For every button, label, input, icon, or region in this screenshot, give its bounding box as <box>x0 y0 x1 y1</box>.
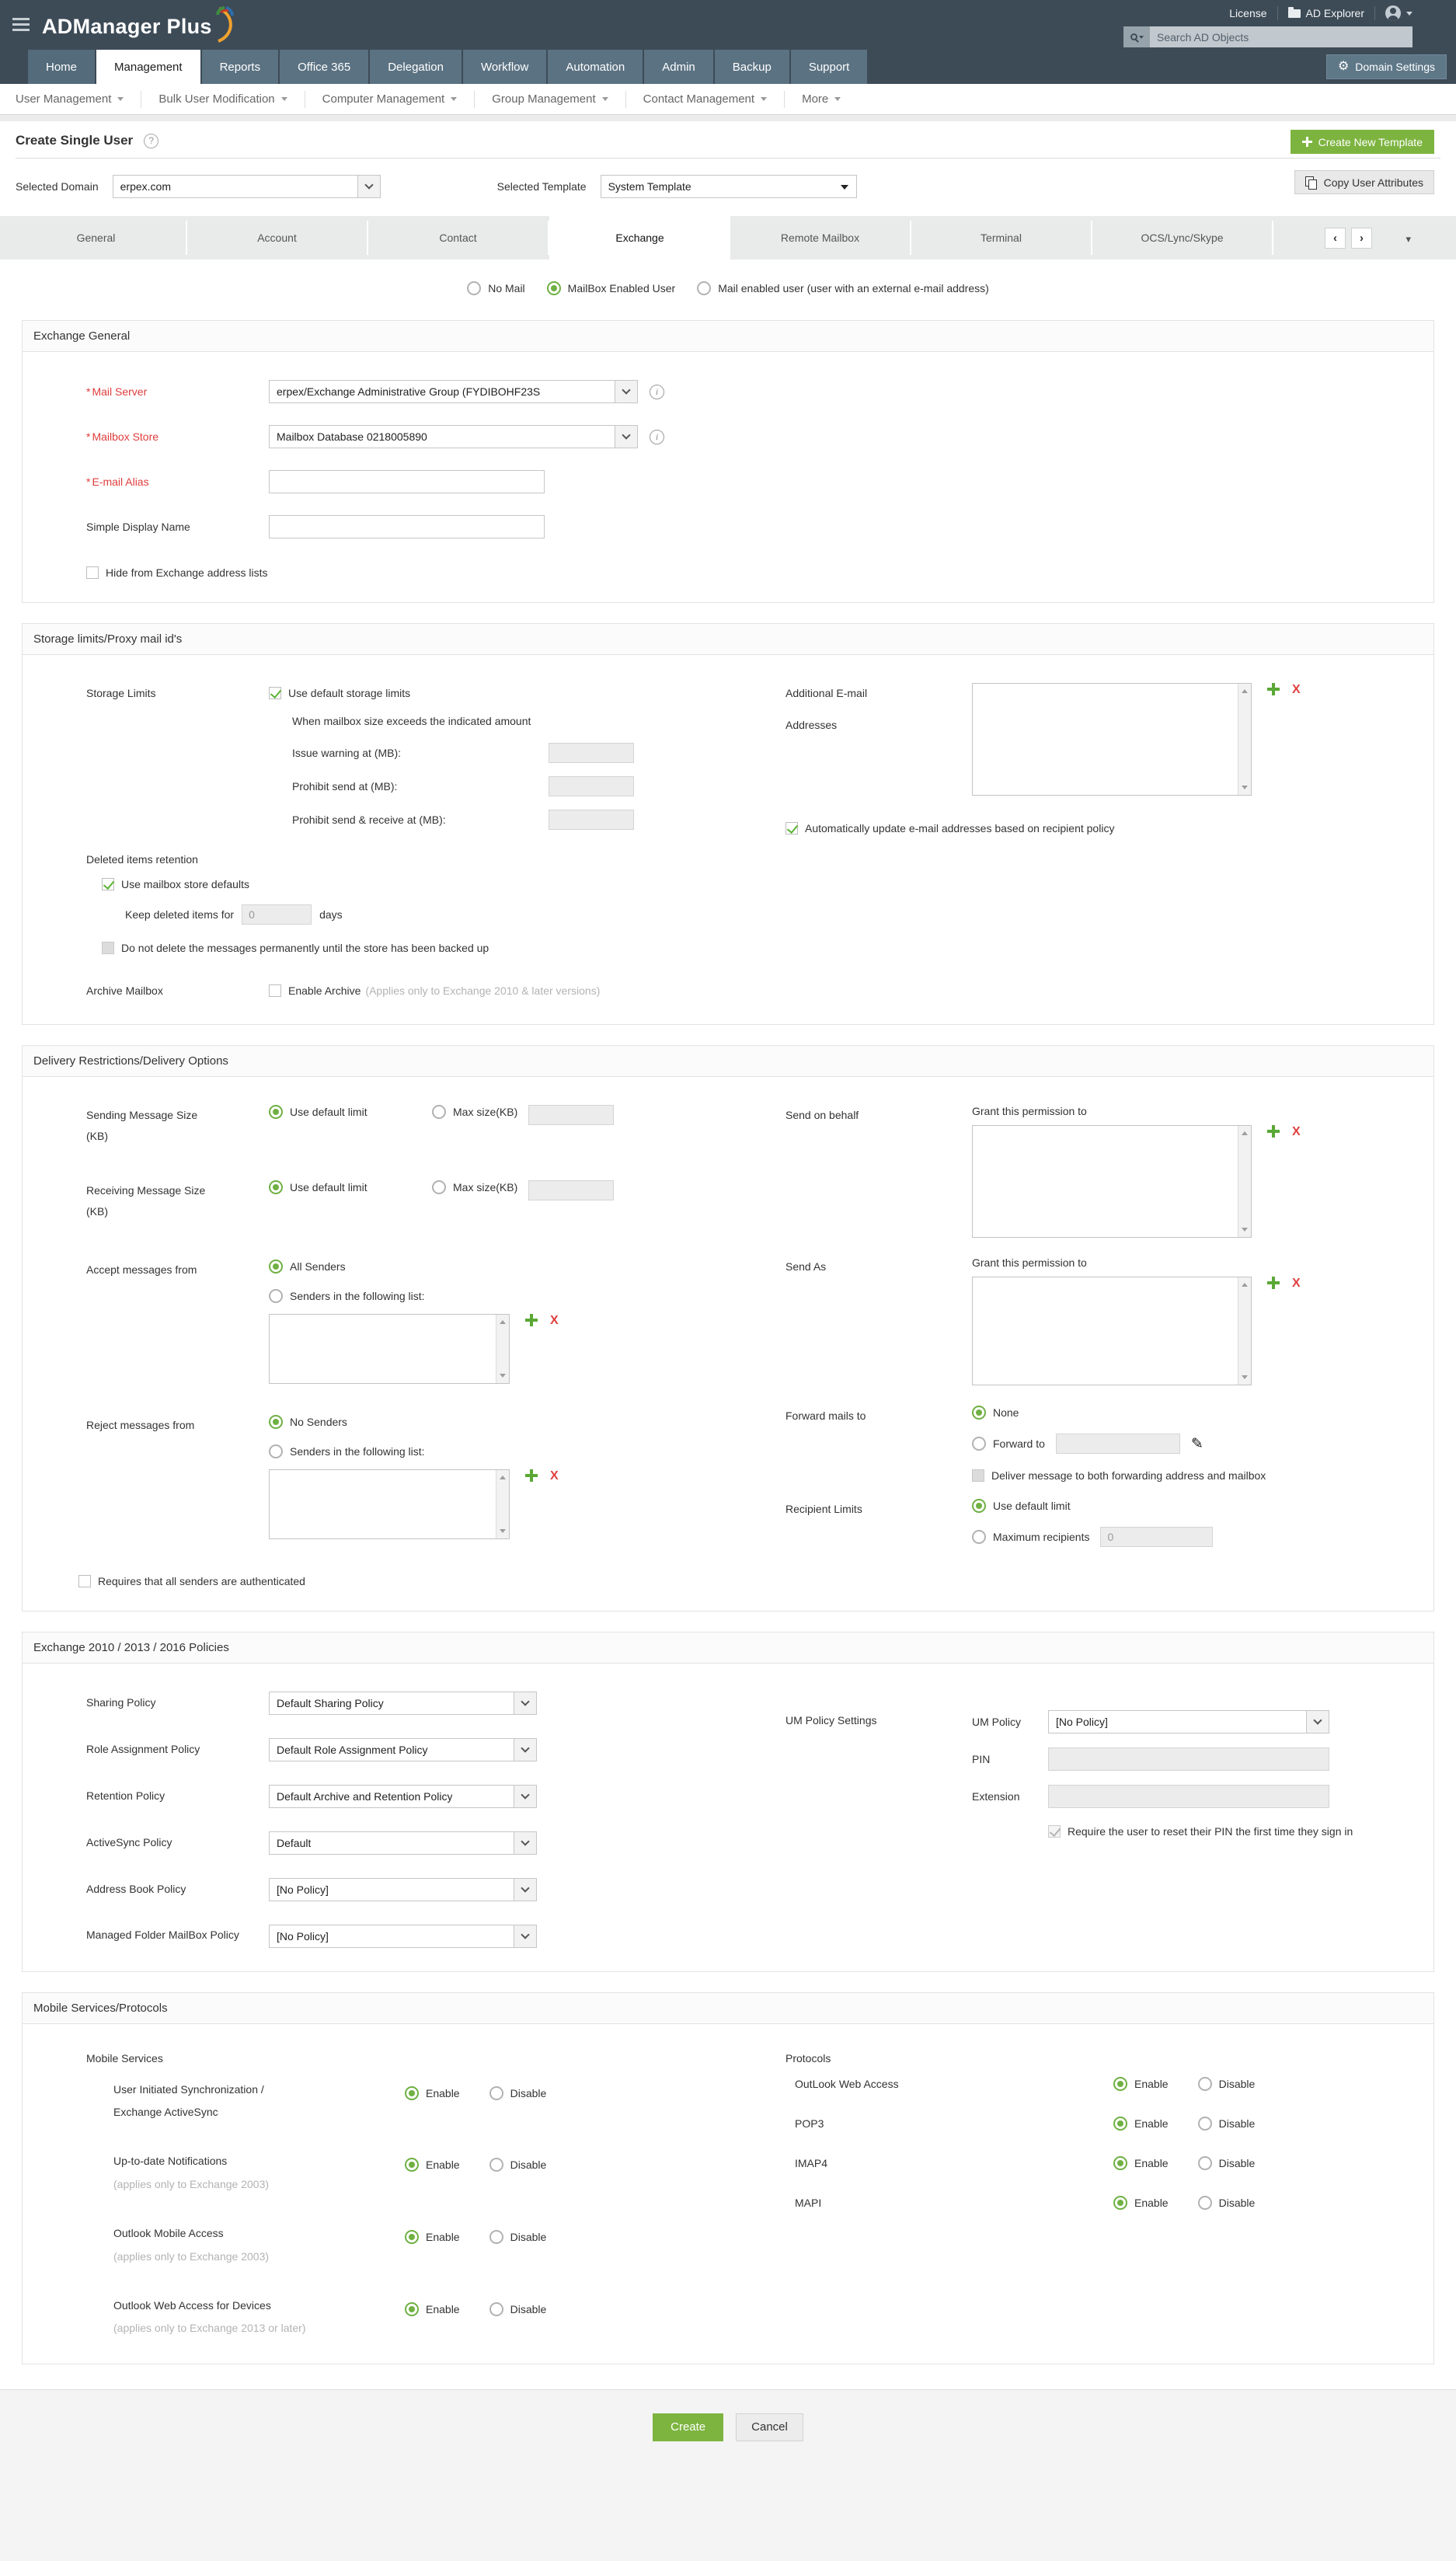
subnav-more[interactable]: More <box>785 92 858 106</box>
domain-settings-label: Domain Settings <box>1355 61 1435 73</box>
recipient-limits-label: Recipient Limits <box>785 1503 862 1516</box>
pencil-icon[interactable]: ✎ <box>1190 1435 1203 1452</box>
mapi-disable-radio[interactable]: Disable <box>1198 2196 1256 2210</box>
divider <box>1277 6 1278 20</box>
plus-icon <box>1302 137 1312 147</box>
selected-template-select[interactable]: System Template <box>601 175 857 198</box>
section-title: Exchange General <box>23 321 1433 352</box>
chevron-down-icon <box>514 1832 536 1854</box>
service-owa-devices-label: Outlook Web Access for Devices (applies only to Exchange 2013 or later) <box>113 2298 306 2335</box>
managed-folder-policy-select[interactable]: [No Policy] <box>269 1925 537 1948</box>
remove-icon[interactable]: X <box>1292 1277 1301 1291</box>
section-mobile-services <box>22 1992 1434 2364</box>
create-button[interactable]: Create <box>653 2413 723 2441</box>
um-policy-settings-label: UM Policy Settings <box>785 1713 877 1726</box>
receiving-max-size-input[interactable] <box>528 1180 614 1200</box>
reject-no-senders-radio[interactable]: No Senders <box>269 1415 559 1429</box>
use-default-storage-limits-label: Use default storage limits <box>288 687 411 700</box>
require-pin-reset-checkbox[interactable] <box>1048 1825 1061 1838</box>
notifications-disable-radio[interactable]: Disable <box>489 2158 547 2172</box>
scrollbar[interactable] <box>1238 1277 1251 1385</box>
section-title: Exchange 2010 / 2013 / 2016 Policies <box>23 1632 1433 1664</box>
um-policy-select[interactable]: [No Policy] <box>1048 1710 1329 1733</box>
tab-ocs-lync-skype[interactable]: OCS/Lync/Skype <box>1092 221 1273 255</box>
keep-deleted-items-input[interactable] <box>242 904 312 925</box>
owa-disable-radio[interactable]: Disable <box>1198 2077 1256 2091</box>
sending-max-size-radio[interactable]: Max size(KB) <box>432 1105 517 1119</box>
activesync-disable-radio[interactable]: Disable <box>489 2086 547 2100</box>
imap4-enable-radio[interactable]: Enable <box>1113 2156 1169 2170</box>
add-icon[interactable] <box>1267 1277 1280 1289</box>
create-new-template-button[interactable]: Create New Template <box>1291 130 1434 154</box>
remove-icon[interactable]: X <box>550 1313 559 1327</box>
scrollbar[interactable] <box>496 1470 509 1538</box>
section-delivery-restrictions <box>22 1045 1434 1611</box>
do-not-delete-label: Do not delete the messages permanently until the store has been backed up <box>121 941 489 954</box>
auto-update-email-checkbox[interactable] <box>785 822 798 835</box>
pin-label: PIN <box>972 1752 991 1765</box>
nav-tab-home[interactable]: Home <box>28 50 95 84</box>
service-oma-label: Outlook Mobile Access (applies only to Exchange 2003) <box>113 2227 270 2263</box>
accept-senders-list-radio[interactable]: Senders in the following list: <box>269 1289 559 1303</box>
chevron-down-icon <box>615 426 637 448</box>
nav-tab-delegation[interactable]: Delegation <box>370 50 462 84</box>
archive-mailbox-label: Archive Mailbox <box>86 984 163 997</box>
forward-to-input[interactable] <box>1056 1434 1180 1454</box>
grant-permission-label: Grant this permission to <box>972 1256 1087 1270</box>
chevron-down-icon <box>514 1786 536 1807</box>
gear-icon: ⚙ <box>1337 60 1350 73</box>
footer-actions <box>0 2390 1456 2561</box>
user-account-menu[interactable] <box>1385 5 1412 21</box>
tab-exchange[interactable]: Exchange <box>549 216 730 260</box>
chevron-down-icon <box>834 97 841 101</box>
domain-row <box>0 159 1456 216</box>
extension-label: Extension <box>972 1789 1020 1803</box>
sending-max-size-input[interactable] <box>528 1105 614 1125</box>
folder-icon <box>1288 9 1301 18</box>
accept-all-senders-radio[interactable]: All Senders <box>269 1260 559 1274</box>
search-icon[interactable] <box>1123 26 1150 47</box>
maximum-recipients-input[interactable] <box>1100 1527 1213 1547</box>
license-label: License <box>1229 7 1267 19</box>
prohibit-send-label: Prohibit send at (MB): <box>292 779 398 793</box>
nav-tab-management[interactable]: Management <box>96 50 200 84</box>
additional-email-listbox[interactable] <box>972 683 1252 796</box>
help-icon[interactable]: ? <box>144 134 158 148</box>
prohibit-send-receive-label: Prohibit send & receive at (MB): <box>292 813 446 826</box>
retention-policy-select[interactable]: Default Archive and Retention Policy <box>269 1785 537 1808</box>
sending-use-default-radio[interactable]: Use default limit <box>269 1105 432 1119</box>
enable-archive-checkbox[interactable] <box>269 984 281 997</box>
reject-messages-label: Reject messages from <box>86 1418 195 1431</box>
add-icon[interactable] <box>525 1469 538 1482</box>
reject-senders-listbox[interactable] <box>269 1469 510 1539</box>
extension-input[interactable] <box>1048 1785 1329 1808</box>
additional-email-label: Additional E-mail Addresses <box>785 687 868 731</box>
reject-senders-list-radio[interactable]: Senders in the following list: <box>269 1444 559 1458</box>
info-icon[interactable]: i <box>650 430 664 444</box>
mail-server-select[interactable]: erpex/Exchange Administrative Group (FYDIBOHF23S <box>269 380 638 403</box>
nav-tab-workflow[interactable]: Workflow <box>463 50 546 84</box>
send-as-label: Send As <box>785 1260 827 1274</box>
form-tab-strip <box>0 216 1456 260</box>
mapi-enable-radio[interactable]: Enable <box>1113 2196 1169 2210</box>
mail-mode-options <box>0 281 1456 295</box>
when-mailbox-size-text: When mailbox size exceeds the indicated amount <box>292 714 531 727</box>
retention-policy-label: Retention Policy <box>86 1789 165 1803</box>
chevron-down-icon <box>514 1739 536 1761</box>
notifications-enable-radio[interactable]: Enable <box>405 2158 460 2172</box>
scrollbar[interactable] <box>1238 1126 1251 1237</box>
subnav-user-management[interactable]: User Management <box>16 92 141 106</box>
tabs-scroll-right-button[interactable]: › <box>1351 228 1372 249</box>
prohibit-send-input[interactable] <box>549 776 634 796</box>
remove-icon[interactable]: X <box>1292 1125 1301 1139</box>
hide-from-address-lists-label: Hide from Exchange address lists <box>106 566 268 579</box>
remove-icon[interactable]: X <box>1292 683 1301 696</box>
section-exchange-general <box>22 320 1434 603</box>
ad-search-box <box>1123 26 1412 47</box>
service-activesync-label: User Initiated Synchronization / Exchange ActiveSync <box>113 2082 264 2118</box>
add-icon[interactable] <box>1267 683 1280 695</box>
logo-swoosh-icon <box>214 5 237 43</box>
grant-permission-label: Grant this permission to <box>972 1105 1087 1118</box>
require-pin-reset-label: Require the user to reset their PIN the first time they sign in <box>1068 1824 1353 1838</box>
issue-warning-label: Issue warning at (MB): <box>292 746 402 759</box>
address-book-policy-select[interactable]: [No Policy] <box>269 1878 537 1901</box>
enable-archive-label: Enable Archive <box>288 984 361 997</box>
domain-settings-button[interactable] <box>1326 54 1447 79</box>
keep-deleted-items-label: Keep deleted items for <box>125 908 235 921</box>
receiving-message-size-label: Receiving Message Size (KB) <box>86 1184 206 1218</box>
recipient-default-radio[interactable]: Use default limit <box>972 1499 1213 1513</box>
forward-mails-label: Forward mails to <box>785 1409 866 1423</box>
selected-domain-label: Selected Domain <box>16 180 99 193</box>
top-bar <box>0 0 1456 50</box>
oma-enable-radio[interactable]: Enable <box>405 2230 460 2244</box>
requires-authenticated-checkbox[interactable] <box>78 1575 91 1587</box>
chevron-down-icon <box>514 1879 536 1901</box>
chevron-down-icon <box>761 97 767 101</box>
remove-icon[interactable]: X <box>550 1469 559 1483</box>
radio-mailbox-enabled-user[interactable]: MailBox Enabled User <box>547 281 676 295</box>
auto-update-email-label: Automatically update e-mail addresses based on recipient policy <box>805 822 1115 835</box>
license-link[interactable] <box>1229 7 1266 19</box>
receiving-use-default-radio[interactable]: Use default limit <box>269 1180 432 1194</box>
days-label: days <box>319 908 343 921</box>
service-notifications-label: Up-to-date Notifications (applies only to Exchange 2003) <box>113 2155 270 2190</box>
requires-authenticated-label: Requires that all senders are authenticated <box>98 1574 305 1587</box>
section-title: Storage limits/Proxy mail id's <box>23 624 1433 655</box>
section-storage-limits <box>22 623 1434 1025</box>
mailbox-store-label: * Mailbox Store <box>86 430 159 443</box>
protocol-imap4-label: IMAP4 <box>795 2156 828 2169</box>
ad-explorer-label: AD Explorer <box>1305 7 1364 19</box>
accept-messages-label: Accept messages from <box>86 1263 197 1276</box>
activesync-policy-label: ActiveSync Policy <box>86 1836 172 1849</box>
section-title: Delivery Restrictions/Delivery Options <box>23 1046 1433 1077</box>
cancel-button[interactable]: Cancel <box>736 2413 803 2441</box>
protocols-label: Protocols <box>785 2051 831 2064</box>
mail-server-label: * Mail Server <box>86 385 148 398</box>
send-on-behalf-listbox[interactable] <box>972 1125 1252 1238</box>
chevron-down-icon <box>514 1925 536 1947</box>
subnav-group-management[interactable]: Group Management <box>475 92 625 106</box>
person-icon <box>1385 5 1401 21</box>
pop3-enable-radio[interactable]: Enable <box>1113 2117 1169 2131</box>
role-assignment-policy-label: Role Assignment Policy <box>86 1743 200 1756</box>
recipient-max-radio[interactable]: Maximum recipients 0 <box>972 1527 1213 1547</box>
tabs-scroll-left-button[interactable]: ‹ <box>1325 228 1346 249</box>
forward-none-radio[interactable]: None <box>972 1406 1266 1420</box>
use-mailbox-store-defaults-label: Use mailbox store defaults <box>121 877 249 890</box>
protocol-pop3-label: POP3 <box>795 2117 824 2130</box>
sub-nav <box>0 84 1456 115</box>
hide-from-address-lists-checkbox[interactable] <box>86 566 99 579</box>
deliver-both-checkbox[interactable] <box>972 1469 984 1482</box>
deleted-items-retention-label: Deleted items retention <box>86 852 198 866</box>
email-alias-input[interactable] <box>269 470 545 493</box>
ad-explorer-link[interactable] <box>1288 7 1364 19</box>
tab-general[interactable]: General <box>6 221 187 255</box>
nav-tab-support[interactable]: Support <box>791 50 868 84</box>
add-icon[interactable] <box>1267 1125 1280 1138</box>
sharing-policy-label: Sharing Policy <box>86 1696 156 1709</box>
page-title: Create Single User <box>16 133 134 148</box>
search-input[interactable] <box>1150 26 1412 47</box>
nav-tab-automation[interactable]: Automation <box>548 50 643 84</box>
owa-devices-disable-radio[interactable]: Disable <box>489 2302 547 2316</box>
do-not-delete-checkbox[interactable] <box>102 942 114 954</box>
nav-tab-admin[interactable]: Admin <box>644 50 713 84</box>
activesync-policy-select[interactable]: Default <box>269 1831 537 1855</box>
prohibit-send-receive-input[interactable] <box>549 810 634 830</box>
mailbox-store-select[interactable]: Mailbox Database 0218005890 <box>269 425 638 448</box>
tabs-overflow-menu[interactable]: ▾ <box>1405 233 1411 245</box>
accept-senders-listbox[interactable] <box>269 1314 510 1384</box>
pin-input[interactable] <box>1048 1747 1329 1771</box>
send-as-listbox[interactable] <box>972 1277 1252 1385</box>
tab-remote-mailbox[interactable]: Remote Mailbox <box>730 221 911 255</box>
chevron-down-icon <box>615 381 637 402</box>
forward-to-radio[interactable]: Forward to ✎ <box>972 1434 1266 1454</box>
oma-disable-radio[interactable]: Disable <box>489 2230 547 2244</box>
sending-message-size-label: Sending Message Size (KB) <box>86 1109 198 1142</box>
main-nav <box>0 50 1456 84</box>
copy-user-attributes-button[interactable]: Copy User Attributes <box>1294 170 1434 194</box>
email-alias-label: * E-mail Alias <box>86 475 149 488</box>
subnav-computer-management[interactable]: Computer Management <box>305 92 475 106</box>
tab-account[interactable]: Account <box>187 221 368 255</box>
protocol-owa-label: OutLook Web Access <box>795 2077 899 2090</box>
subnav-bulk-user-modification[interactable]: Bulk User Modification <box>141 92 304 106</box>
enable-archive-note: (Applies only to Exchange 2010 & later versions) <box>365 984 601 997</box>
owa-devices-enable-radio[interactable]: Enable <box>405 2302 460 2316</box>
selected-template-label: Selected Template <box>496 180 587 193</box>
chevron-down-icon <box>357 176 380 197</box>
owa-enable-radio[interactable]: Enable <box>1113 2077 1169 2091</box>
section-title: Mobile Services/Protocols <box>23 1993 1433 2024</box>
radio-no-mail[interactable]: No Mail <box>467 281 524 295</box>
simple-display-name-label: Simple Display Name <box>86 520 190 533</box>
nav-tab-backup[interactable]: Backup <box>715 50 789 84</box>
chevron-down-icon <box>451 97 457 101</box>
divider <box>1374 6 1375 20</box>
scrollbar[interactable] <box>1238 684 1251 795</box>
sharing-policy-select[interactable]: Default Sharing Policy <box>269 1692 537 1715</box>
receiving-max-size-radio[interactable]: Max size(KB) <box>432 1180 517 1194</box>
info-icon[interactable]: i <box>650 385 664 399</box>
nav-tab-office365[interactable]: Office 365 <box>280 50 368 84</box>
exchange-tab-panel <box>0 260 1456 2561</box>
chevron-down-icon <box>1306 1711 1329 1733</box>
app-logo <box>42 10 237 43</box>
chevron-down-icon <box>514 1692 536 1714</box>
scrollbar[interactable] <box>496 1315 509 1383</box>
top-links <box>1229 5 1412 21</box>
um-policy-label: UM Policy <box>972 1715 1022 1728</box>
use-default-storage-limits-checkbox[interactable] <box>269 687 281 699</box>
radio-mail-enabled-user[interactable]: Mail enabled user (user with an external e-mail address) <box>697 281 989 295</box>
chevron-down-icon <box>281 97 287 101</box>
role-assignment-policy-select[interactable]: Default Role Assignment Policy <box>269 1738 537 1761</box>
issue-warning-input[interactable] <box>549 743 634 763</box>
managed-folder-policy-label: Managed Folder MailBox Policy <box>86 1928 239 1941</box>
simple-display-name-input[interactable] <box>269 515 545 538</box>
divider <box>0 115 1456 121</box>
chevron-down-icon <box>117 97 124 101</box>
section-exchange-policies <box>22 1632 1434 1972</box>
title-row <box>0 121 1456 158</box>
tab-contact[interactable]: Contact <box>368 221 549 255</box>
chevron-down-icon <box>602 97 608 101</box>
deliver-both-label: Deliver message to both forwarding address and mailbox <box>991 1469 1266 1483</box>
activesync-enable-radio[interactable]: Enable <box>405 2086 460 2100</box>
mobile-services-label: Mobile Services <box>86 2051 163 2064</box>
send-on-behalf-label: Send on behalf <box>785 1109 859 1122</box>
tab-terminal[interactable]: Terminal <box>911 221 1092 255</box>
selected-domain-select[interactable]: erpex.com <box>113 175 381 198</box>
imap4-disable-radio[interactable]: Disable <box>1198 2156 1256 2170</box>
copy-icon <box>1305 176 1317 189</box>
subnav-contact-management[interactable]: Contact Management <box>626 92 784 106</box>
pop3-disable-radio[interactable]: Disable <box>1198 2117 1256 2131</box>
chevron-down-icon <box>1406 12 1412 16</box>
address-book-policy-label: Address Book Policy <box>86 1883 186 1896</box>
hamburger-menu-icon[interactable] <box>12 18 30 34</box>
add-icon[interactable] <box>525 1314 538 1326</box>
use-mailbox-store-defaults-checkbox[interactable] <box>102 878 114 890</box>
app-name: ADManager Plus <box>42 14 212 38</box>
nav-tab-reports[interactable]: Reports <box>202 50 279 84</box>
storage-limits-label: Storage Limits <box>86 687 156 699</box>
protocol-mapi-label: MAPI <box>795 2196 822 2209</box>
